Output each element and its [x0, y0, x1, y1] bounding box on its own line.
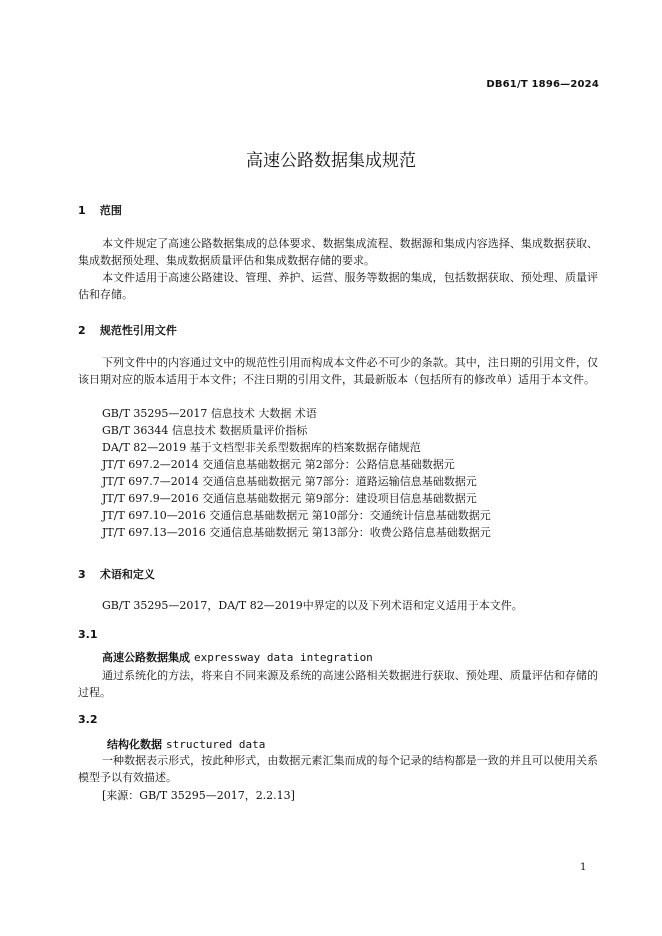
page-number: 1: [580, 862, 587, 873]
reference-item: JT/T 697.7—2014 交通信息基础数据元 第7部分：道路运输信息基础数据元: [102, 475, 477, 488]
term-number: 3.2: [78, 713, 98, 726]
term-heading: [107, 736, 265, 752]
reference-item: JT/T 697.10—2016 交通信息基础数据元 第10部分：交通统计信息基础数据元: [102, 509, 491, 522]
reference-item: JT/T 697.2—2014 交通信息基础数据元 第2部分：公路信息基础数据元: [102, 458, 455, 471]
reference-item: GB/T 36344 信息技术 数据质量评价指标: [102, 424, 308, 437]
scope-paragraph-1: 本文件规定了高速公路数据集成的总体要求、数据集成流程、数据源和集成内容选择、集成数据获取、集成数据预处理、集成数据质量评估和集成数据存储的要求。: [78, 237, 598, 267]
document-title: 高速公路数据集成规范: [246, 151, 416, 171]
term-heading: [102, 649, 373, 665]
term-source: [来源：GB/T 35295—2017，2.2.13]: [102, 789, 295, 802]
terms-intro-paragraph: GB/T 35295—2017，DA/T 82—2019中界定的以及下列术语和定义适用于本文件。: [102, 599, 523, 612]
section-number: 1: [78, 204, 86, 217]
document-code: DB61/T 1896—2024: [486, 79, 599, 90]
section-3-heading: [78, 566, 155, 582]
section-title: 规范性引用文件: [99, 324, 177, 337]
reference-item: JT/T 697.9—2016 交通信息基础数据元 第9部分：建设项目信息基础数据元: [102, 492, 477, 505]
term-chinese: 结构化数据: [107, 738, 162, 751]
section-number: 3: [78, 568, 86, 581]
reference-item: JT/T 697.13—2016 交通信息基础数据元 第13部分：收费公路信息基础数据元: [102, 526, 491, 539]
term-english: expressway data integration: [194, 651, 373, 664]
term-definition: 通过系统化的方法，将来自不同来源及系统的高速公路相关数据进行获取、预处理、质量评估和存储的过程。: [78, 669, 598, 699]
section-1-heading: [78, 202, 122, 218]
normative-intro-paragraph: 下列文件中的内容通过文中的规范性引用而构成本文件必不可少的条款。其中，注日期的引用文件，仅该日期对应的版本适用于本文件；不注日期的引用文件，其最新版本（包括所有的修改单）适用于本文件。: [78, 356, 598, 386]
reference-item: DA/T 82—2019 基于文档型非关系型数据库的档案数据存储规范: [102, 441, 421, 454]
section-2-heading: [78, 322, 177, 338]
term-definition: 一种数据表示形式，按此种形式，由数据元素汇集而成的每个记录的结构都是一致的并且可以使用关系模型予以有效描述。: [78, 754, 598, 784]
term-number: 3.1: [78, 628, 98, 641]
reference-item: GB/T 35295—2017 信息技术 大数据 术语: [102, 407, 317, 420]
section-title: 范围: [99, 204, 122, 217]
scope-paragraph-2: 本文件适用于高速公路建设、管理、养护、运营、服务等数据的集成，包括数据获取、预处理、质量评估和存储。: [78, 271, 598, 301]
section-number: 2: [78, 324, 86, 337]
term-chinese: 高速公路数据集成: [102, 651, 190, 664]
term-english: structured data: [166, 738, 266, 751]
section-title: 术语和定义: [99, 568, 155, 581]
